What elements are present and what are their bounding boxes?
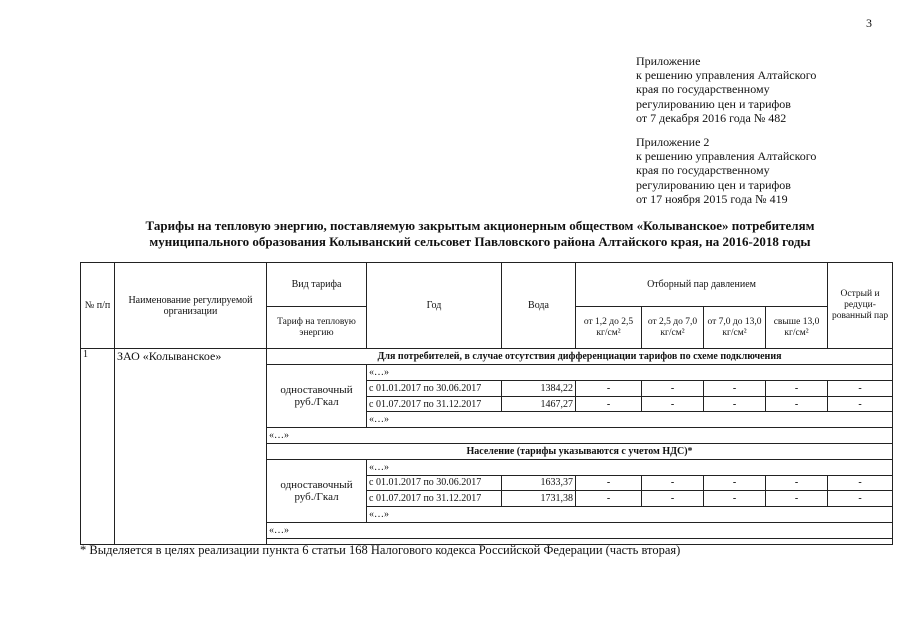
title-line-1: Тарифы на тепловую энергию, поставляемую закрытым акционерным обществом «Колыванское» потребителям	[145, 218, 815, 233]
period-cell: с 01.01.2017 по 30.06.2017	[367, 475, 502, 491]
dash-cell: -	[828, 475, 893, 491]
period-cell: с 01.07.2017 по 31.12.2017	[367, 396, 502, 412]
dash-cell: -	[828, 491, 893, 507]
appendix-2-line: к решению управления Алтайского	[636, 149, 817, 164]
water-value: 1384,22	[502, 380, 576, 396]
appendix-1-line: от 7 декабря 2016 года № 482	[636, 110, 787, 125]
header-steam-col-2: от 2,5 до 7,0 кг/см²	[642, 307, 704, 349]
dash-cell: -	[766, 475, 828, 491]
title-line-2: муниципального образования Колыванский сельсовет Павловского района Алтайского края, на 2016-2018 годы	[149, 234, 811, 249]
dash-cell: -	[828, 380, 893, 396]
header-water: Вода	[502, 263, 576, 349]
dash-cell: -	[576, 396, 642, 412]
dash-cell: -	[766, 396, 828, 412]
ellipsis: «…»	[367, 365, 893, 381]
ellipsis: «…»	[367, 412, 893, 428]
header-steam-col-3: от 7,0 до 13,0 кг/см²	[704, 307, 766, 349]
organization-name: ЗАО «Колыванское»	[115, 349, 267, 545]
header-steam-col-1: от 1,2 до 2,5 кг/см²	[576, 307, 642, 349]
dash-cell: -	[642, 396, 704, 412]
section-1-title: Для потребителей, в случае отсутствия дифференциации тарифов по схеме подключения	[267, 349, 893, 365]
appendix-1-line: Приложение	[636, 54, 701, 68]
water-value: 1467,27	[502, 396, 576, 412]
dash-cell: -	[704, 396, 766, 412]
dash-cell: -	[766, 491, 828, 507]
row-number: 1	[81, 349, 115, 545]
water-value: 1633,37	[502, 475, 576, 491]
ellipsis: «…»	[267, 522, 893, 538]
header-year: Год	[367, 263, 502, 349]
period-cell: с 01.07.2017 по 31.12.2017	[367, 491, 502, 507]
dash-cell: -	[642, 491, 704, 507]
dash-cell: -	[576, 380, 642, 396]
appendix-1-block	[636, 54, 816, 125]
section-1-tariff-label: одноставочный руб./Гкал	[267, 365, 367, 428]
appendix-1-line: к решению управления Алтайского	[636, 68, 817, 83]
appendix-2-block	[636, 135, 816, 206]
header-tariff-heat: Тариф на тепловую энергию	[267, 307, 367, 349]
period-cell: с 01.01.2017 по 30.06.2017	[367, 380, 502, 396]
appendix-1-line: регулированию цен и тарифов	[636, 96, 791, 111]
dash-cell: -	[828, 396, 893, 412]
appendix-2-line: Приложение 2	[636, 135, 710, 149]
document-title	[80, 218, 880, 250]
dash-cell: -	[642, 380, 704, 396]
appendix-2-line: регулированию цен и тарифов	[636, 177, 791, 192]
header-sharp-steam: Острый и редуци-рованный пар	[828, 263, 893, 349]
header-num: № п/п	[81, 263, 115, 349]
header-steam-col-4: свыше 13,0 кг/см²	[766, 307, 828, 349]
ellipsis: «…»	[367, 459, 893, 475]
dash-cell: -	[704, 475, 766, 491]
water-value: 1731,38	[502, 491, 576, 507]
appendix-1-line: края по государственному	[636, 82, 770, 97]
footnote: * Выделяется в целях реализации пункта 6 статьи 168 Налогового кодекса Российской Федерации (часть вторая)	[80, 543, 681, 557]
dash-cell: -	[704, 491, 766, 507]
dash-cell: -	[704, 380, 766, 396]
section-2-title: Население (тарифы указываются с учетом НДС)*	[267, 443, 893, 459]
dash-cell: -	[642, 475, 704, 491]
appendix-2-line: края по государственному	[636, 163, 770, 178]
header-tariff-type: Вид тарифа	[267, 263, 367, 307]
dash-cell: -	[576, 475, 642, 491]
header-org: Наименование регулируемой организации	[115, 263, 267, 349]
dash-cell: -	[766, 380, 828, 396]
tariff-table	[80, 262, 893, 545]
ellipsis: «…»	[267, 428, 893, 444]
header-steam: Отборный пар давлением	[576, 263, 828, 307]
page-number: 3	[866, 16, 872, 30]
ellipsis: «…»	[367, 507, 893, 523]
appendix-2-line: от 17 ноября 2015 года № 419	[636, 191, 788, 206]
dash-cell: -	[576, 491, 642, 507]
section-2-tariff-label: одноставочный руб./Гкал	[267, 459, 367, 522]
